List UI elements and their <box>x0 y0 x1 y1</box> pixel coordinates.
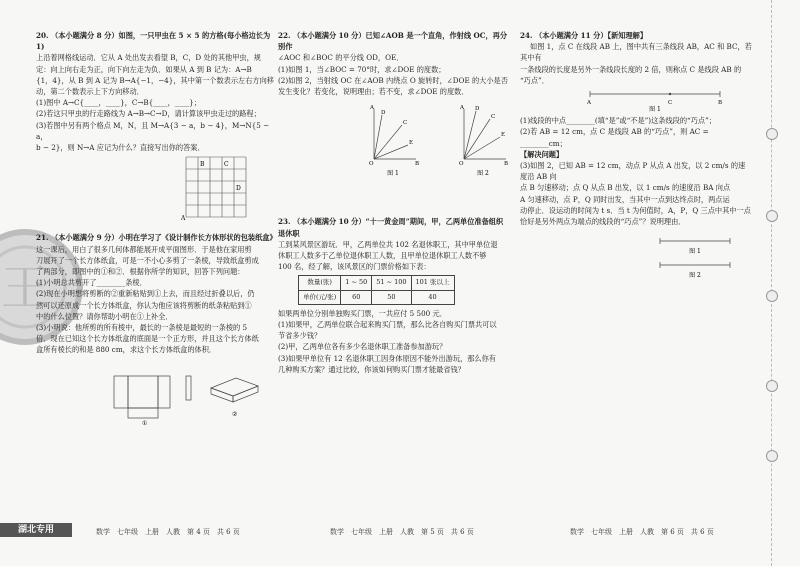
binding-hole <box>766 290 778 302</box>
question-22 <box>278 30 508 180</box>
q24-line: 动停止．设运动的时间为 t s．当 t 为何值时，A，P，Q 三点中其中一点 <box>520 205 751 215</box>
label-o: O <box>459 161 464 168</box>
label-b: B <box>415 161 420 168</box>
q20-line: 定：向上向右走为正，向下向左走为负．如果从 A 到 B 记为：A→B <box>36 64 252 74</box>
q24-head: 24. （本小题满分 11 分）【新知理解】 <box>520 31 648 40</box>
binding-hole <box>766 380 778 392</box>
footer-page-4: 数学 七年级 上册 人教 第 4 页 共 6 页 <box>96 528 240 536</box>
label-a: A <box>460 105 464 112</box>
table-cell: 40 <box>411 290 454 304</box>
q20-head: 20. （本小题满分 8 分）如图，一只甲虫在 5 × 5 的方格(每小格边长为 1) <box>36 31 271 52</box>
grid-label-b: B <box>200 161 205 169</box>
label-d: D <box>475 106 480 113</box>
q21-line: (2)现在小明想将剪断的②重新粘贴到①上去，而且经过折叠以后，仍 <box>36 289 255 299</box>
q20-line: (2)若这只甲虫的行走路线为 A→B→C→D，请计算该甲虫走过的路程； <box>36 109 261 119</box>
q23-head: 23. （本小题满分 10 分）“十一黄金周”期间，甲，乙两单位准备组织退休职 <box>278 217 504 238</box>
svg-text:王: 王 <box>0 260 50 316</box>
q23-line: (1)如果甲，乙两单位联合起来购买门票，那么比各自购买门票共可以 <box>278 320 497 330</box>
region-banner: 湖北专用 <box>0 523 72 537</box>
q23-line: 几种购买方案？通过比较，你该如何购买门票才能最省钱？ <box>278 364 465 374</box>
q24-line: 点 B 匀速移动；点 Q 从点 B 出发，以 1 cm/s 的速度沿 BA 向点 <box>520 183 731 193</box>
q20-line: (1)图中 A→C{____，____}，C→B{____，____}； <box>36 98 201 108</box>
q24-line: 如图 1，点 C 在线段 AB 上，图中共有三条线段 AB，AC 和 BC，若其中有 <box>520 42 752 63</box>
table-header: 数量(张) <box>299 276 341 290</box>
q21-line: (1)小明总共剪开了________条棱． <box>36 278 147 288</box>
binding-line <box>771 0 773 566</box>
question-24 <box>520 30 752 284</box>
q23-line: 100 名，经了解，该风景区的门票价格如下表： <box>278 262 431 272</box>
q20-grid-figure <box>36 153 276 223</box>
q21-line: (3)小明说：他所剪的所有棱中，最长的一条棱是最短的一条棱的 5 <box>36 323 248 333</box>
q24-line: (2)若 AB = 12 cm，点 C 是线段 AB 的“巧点”，则 AC = ________cm； <box>520 127 709 148</box>
q20-line: {1，4}，从 B 到 A 记为 B→A{−1，−4}，其中第一个数表示左右方向移 <box>36 75 274 85</box>
question-21 <box>36 232 276 428</box>
table-header: 1 ~ 50 <box>341 276 372 290</box>
table-cell: 60 <box>341 290 372 304</box>
q20-line: 上沿着网格线运动．它从 A 处出发去看望 B，C，D 处的其他甲虫，规 <box>36 53 261 63</box>
question-23 <box>278 216 508 375</box>
table-row <box>299 290 455 304</box>
q22-line: (2)如图 2，当射线 OC 在∠AOB 内绕点 O 旋转时，∠DOE 的大小是否 <box>278 75 508 85</box>
q23-line: 休职工人数多于乙单位退休职工人数，且甲单位退休职工人数不够 <box>278 251 487 261</box>
q22-head: 22. （本小题满分 10 分）已知∠AOB 是一个直角，作射线 OC，再分别作 <box>278 31 508 52</box>
q22-line: ∠AOC 和∠BOC 的平分线 OD，OE． <box>278 53 404 63</box>
fig-caption-2: 图 2 <box>689 272 701 280</box>
q24-line: 恰好是另外两点为端点的线段的“巧点”？说明理由． <box>520 217 686 227</box>
q24-line: (1)线段的中点________(填“是”或“不是”)这条线段的“巧点”； <box>520 116 716 126</box>
q20-line: b − 2}，则 N→A 应记为什么？直接写出你的答案． <box>36 143 205 153</box>
label-a: A <box>587 100 591 107</box>
footer-page-6: 数学 七年级 上册 人教 第 6 页 共 6 页 <box>570 528 714 536</box>
right-column <box>520 30 752 290</box>
q22-angle-figures <box>278 97 508 177</box>
q21-line: 中的什么位置？请你帮助小明在①上补全． <box>36 311 173 321</box>
label-d: D <box>381 110 386 117</box>
footer-page-5: 数学 七年级 上册 人教 第 5 页 共 6 页 <box>330 528 474 536</box>
left-column <box>36 30 276 435</box>
label-c: C <box>668 100 673 107</box>
fig-caption-1: 图 1 <box>387 170 399 178</box>
table-row <box>299 276 455 290</box>
label-c: C <box>403 120 408 127</box>
table-cell: 50 <box>372 290 411 304</box>
q21-head: 21. （本小题满分 9 分）小明在学习了《设计制作长方体形状的包装纸盒》 <box>36 233 277 243</box>
q22-line: (1)如图 1，当∠BOC = 70°时，求∠DOE 的度数； <box>278 64 446 74</box>
q21-line: 了两部分，即图中的①和②．根据你所学的知识，回答下列问题： <box>36 267 245 277</box>
fig-caption-1: 图 1 <box>689 248 701 256</box>
label-b: B <box>504 161 508 168</box>
label-e: E <box>409 140 414 147</box>
label-c: C <box>491 114 496 121</box>
q23-line: (2)甲，乙两单位各有多少名退休职工准备参加游玩？ <box>278 342 447 352</box>
grid-label-c: C <box>224 161 229 169</box>
q20-line: 动，第二个数表示上下方向移动． <box>36 87 144 97</box>
binding-hole <box>766 128 778 140</box>
q24-line: “巧点”． <box>520 75 549 85</box>
q24-figure-1 <box>520 86 752 112</box>
table-row-label: 单价(元/张) <box>299 290 341 304</box>
q24-line: (3)如图 2，已知 AB = 12 cm，动点 P 从点 A 出发，以 2 cm/s 的速度沿 AB 向 <box>520 161 746 182</box>
grid-label-d: D <box>236 185 241 193</box>
fig-label-2: ② <box>232 410 238 418</box>
q23-line: 节省多少钱？ <box>278 331 322 341</box>
question-20 <box>36 30 276 226</box>
q24-figure-2 <box>520 231 752 281</box>
q22-line: 发生变化？若变化，说明理由；若不变，求∠DOE 的度数． <box>278 87 469 97</box>
table-header: 101 张以上 <box>411 276 454 290</box>
q20-line: (3)若图中另有两个格点 M，N，且 M→A{3 − a，b − 4}，M→N{5 − a， <box>36 120 270 141</box>
q21-line: 倍．现在已知这个长方体纸盒的底面是一个正方形，并且这个长方体纸 <box>36 334 259 344</box>
q23-line: 工到某风景区游玩．甲，乙两单位共 102 名退休职工，其中甲单位退 <box>278 239 498 249</box>
q23-line: (3)如果甲单位有 12 名退休职工因身体原因不能外出游玩，那么你有 <box>278 353 496 363</box>
binding-hole <box>766 210 778 222</box>
q24-line: A 匀速移动，点 P，Q 同时出发，当其中一点到达终点时，两点运 <box>520 194 730 204</box>
q21-line: 盒所有棱长的和是 880 cm，求这个长方体纸盒的体积． <box>36 345 217 355</box>
grid-label-a: A <box>181 215 186 223</box>
fig-caption-2: 图 2 <box>477 170 489 178</box>
q21-box-figure <box>36 368 276 426</box>
q21-line: 这一课后，用白了很多几何体都能展开成平面图形．于是他在家用剪 <box>36 244 252 254</box>
table-header: 51 ~ 100 <box>372 276 411 290</box>
label-o: O <box>369 161 374 168</box>
label-e: E <box>501 132 506 139</box>
fig-label-1: ① <box>142 419 148 426</box>
q23-line: 如果两单位分别单独购买门票，一共应付 5 500 元． <box>278 308 447 318</box>
label-b: B <box>718 100 723 107</box>
label-a: A <box>370 105 374 112</box>
fig-caption-1: 图 1 <box>649 106 661 113</box>
q24-section-head: 【解决问题】 <box>520 149 564 159</box>
middle-column <box>278 30 508 381</box>
q24-line: 一条线段的长度是另外一条线段长度的 2 倍，则称点 C 是线段 AB 的 <box>520 64 742 74</box>
binding-hole <box>766 450 778 462</box>
q21-line: 刀展开了一个长方体纸盒，可是一不小心多剪了一条棱，导致纸盒剪成 <box>36 255 259 265</box>
price-table <box>298 275 455 304</box>
q21-line: 然可以还原成一个长方体纸盒，你认为他应该将剪断的纸条粘贴到① <box>36 300 252 310</box>
